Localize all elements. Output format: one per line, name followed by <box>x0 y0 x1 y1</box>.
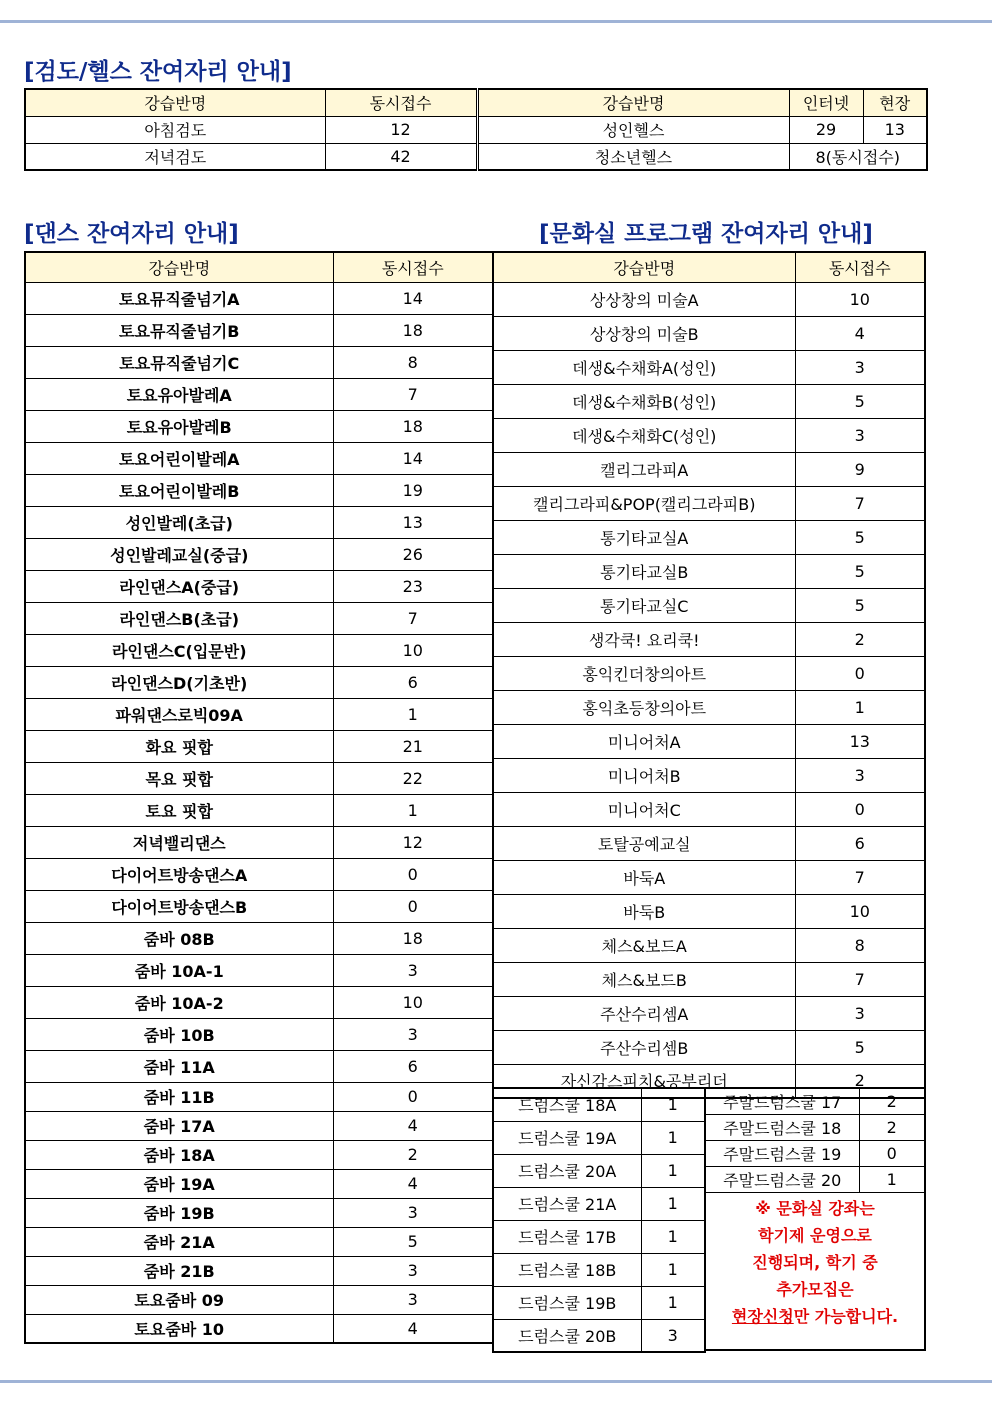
remaining-count: 6 <box>333 1050 493 1082</box>
remaining-count: 2 <box>795 622 925 656</box>
class-name: 미니어처A <box>493 724 795 758</box>
dance-row <box>25 378 493 410</box>
remaining-count: 14 <box>333 442 493 474</box>
culture-row <box>493 418 925 452</box>
dance-row <box>25 410 493 442</box>
notice-line: 추가모집은 <box>776 1279 854 1299</box>
remaining-count: 3 <box>333 1198 493 1227</box>
remaining-count: 1 <box>795 690 925 724</box>
culture-row <box>493 486 925 520</box>
class-name: 줌바 21A <box>25 1227 333 1256</box>
remaining-count: 0 <box>333 858 493 890</box>
drum-row <box>493 1121 705 1154</box>
culture-row <box>493 690 925 724</box>
culture-row <box>493 520 925 554</box>
class-name: 토탈공예교실 <box>493 826 795 860</box>
notice-onsite-emphasis: 현장신청 <box>731 1306 794 1326</box>
weekend-drum-row <box>705 1140 925 1166</box>
dance-row <box>25 1314 493 1343</box>
notice-line: 학기제 운영으로 <box>758 1225 872 1245</box>
remaining-count: 2 <box>859 1114 925 1140</box>
remaining-count: 0 <box>333 890 493 922</box>
class-name: 화요 핏합 <box>25 730 333 762</box>
dance-row <box>25 1111 493 1140</box>
remaining-count: 7 <box>795 962 925 996</box>
culture-row <box>493 996 925 1030</box>
header-class-name: 강습반명 <box>493 252 795 282</box>
dance-title: [댄스 잔여자리 안내] <box>24 221 239 247</box>
class-name: 토요어린이발레A <box>25 442 333 474</box>
class-name: 라인댄스C(입문반) <box>25 634 333 666</box>
class-name: 줌바 19A <box>25 1169 333 1198</box>
remaining-count: 23 <box>333 570 493 602</box>
remaining-count: 13 <box>795 724 925 758</box>
remaining-count: 3 <box>795 418 925 452</box>
drum-row <box>493 1220 705 1253</box>
remaining-count: 0 <box>795 656 925 690</box>
class-name: 체스&보드B <box>493 962 795 996</box>
class-name: 토요 핏합 <box>25 794 333 826</box>
class-name: 캘리그라피&POP(캘리그라피B) <box>493 486 795 520</box>
remaining-count: 3 <box>795 350 925 384</box>
culture-table <box>492 251 926 1099</box>
dance-row <box>25 666 493 698</box>
remaining-count: 3 <box>795 996 925 1030</box>
class-name: 드럼스쿨 21A <box>493 1187 641 1220</box>
remaining-count: 7 <box>333 378 493 410</box>
remaining-count: 5 <box>795 588 925 622</box>
remaining-count: 10 <box>795 894 925 928</box>
class-name: 토요어린이발레B <box>25 474 333 506</box>
dance-row <box>25 794 493 826</box>
class-name: 저녁밸리댄스 <box>25 826 333 858</box>
notice-line: 진행되며, 학기 중 <box>752 1252 878 1272</box>
remaining-count: 0 <box>333 1082 493 1111</box>
culture-row <box>493 384 925 418</box>
class-name: 줌바 17A <box>25 1111 333 1140</box>
class-name: 줌바 11A <box>25 1050 333 1082</box>
culture-row <box>493 350 925 384</box>
class-name: 통기타교실B <box>493 554 795 588</box>
dance-row <box>25 826 493 858</box>
onsite-count: 13 <box>863 116 927 143</box>
dance-row <box>25 1050 493 1082</box>
notice-text <box>705 1192 925 1350</box>
class-name: 주말드럼스쿨 20 <box>705 1166 859 1192</box>
remaining-count: 1 <box>641 1253 705 1286</box>
dance-row <box>25 1256 493 1285</box>
drum-row <box>493 1088 705 1121</box>
remaining-count: 3 <box>641 1319 705 1352</box>
class-name: 주산수리셈B <box>493 1030 795 1064</box>
notice-line: ※ 문화실 강좌는 <box>755 1198 875 1218</box>
remaining-count: 4 <box>333 1314 493 1343</box>
dance-row <box>25 762 493 794</box>
remaining-count: 1 <box>859 1166 925 1192</box>
remaining-count: 18 <box>333 410 493 442</box>
dance-row <box>25 890 493 922</box>
class-name: 데생&수채화C(성인) <box>493 418 795 452</box>
class-name: 저녁검도 <box>25 143 325 170</box>
table-row <box>25 143 927 170</box>
class-name: 성인발레(초급) <box>25 506 333 538</box>
class-name: 줌바 18A <box>25 1140 333 1169</box>
class-name: 아침검도 <box>25 116 325 143</box>
remaining-count: 6 <box>795 826 925 860</box>
class-name: 드럼스쿨 19A <box>493 1121 641 1154</box>
drum-row <box>493 1154 705 1187</box>
class-name: 통기타교실C <box>493 588 795 622</box>
dance-row <box>25 442 493 474</box>
remaining-count: 8 <box>795 928 925 962</box>
culture-row <box>493 724 925 758</box>
top-rule <box>0 20 992 23</box>
weekend-drum-table <box>704 1087 926 1351</box>
remaining-count: 4 <box>795 316 925 350</box>
culture-row <box>493 894 925 928</box>
class-name: 자신감스피치&공부리더 <box>493 1064 795 1098</box>
dance-row <box>25 1082 493 1111</box>
remaining-count: 4 <box>333 1169 493 1198</box>
dance-row <box>25 858 493 890</box>
class-name: 드럼스쿨 18B <box>493 1253 641 1286</box>
dance-row <box>25 986 493 1018</box>
class-name: 줌바 21B <box>25 1256 333 1285</box>
kendo-health-title: [검도/헬스 잔여자리 안내] <box>24 59 292 85</box>
class-name: 줌바 08B <box>25 922 333 954</box>
remaining-count: 3 <box>333 1285 493 1314</box>
notice-row <box>705 1192 925 1350</box>
table-row <box>25 116 927 143</box>
dance-table-header-row <box>25 252 493 282</box>
remaining-count: 3 <box>333 954 493 986</box>
dance-row <box>25 570 493 602</box>
culture-row <box>493 282 925 316</box>
header-simultaneous: 동시접수 <box>325 89 477 116</box>
remaining-count: 26 <box>333 538 493 570</box>
class-name: 성인헬스 <box>477 116 789 143</box>
drum-school-table-body <box>493 1088 705 1352</box>
remaining-count: 22 <box>333 762 493 794</box>
dance-row <box>25 346 493 378</box>
kendo-health-table <box>24 88 928 171</box>
class-name: 통기타교실A <box>493 520 795 554</box>
dance-row <box>25 1169 493 1198</box>
culture-row <box>493 860 925 894</box>
culture-row <box>493 316 925 350</box>
remaining-count: 3 <box>795 758 925 792</box>
class-name: 데생&수채화B(성인) <box>493 384 795 418</box>
remaining-count: 12 <box>333 826 493 858</box>
dance-row <box>25 1018 493 1050</box>
remaining-count: 13 <box>333 506 493 538</box>
class-name: 드럼스쿨 17B <box>493 1220 641 1253</box>
class-name: 상상창의 미술A <box>493 282 795 316</box>
culture-row <box>493 622 925 656</box>
class-name: 라인댄스D(기초반) <box>25 666 333 698</box>
header-class-name: 강습반명 <box>477 89 789 116</box>
header-internet: 인터넷 <box>789 89 863 116</box>
remaining-count: 12 <box>325 116 477 143</box>
weekend-drum-row <box>705 1114 925 1140</box>
culture-row <box>493 554 925 588</box>
class-name: 토요줌바 10 <box>25 1314 333 1343</box>
class-name: 다이어트방송댄스A <box>25 858 333 890</box>
remaining-count: 0 <box>795 792 925 826</box>
class-name: 성인발레교실(중급) <box>25 538 333 570</box>
culture-row <box>493 962 925 996</box>
class-name: 바둑B <box>493 894 795 928</box>
class-name: 줌바 10A-2 <box>25 986 333 1018</box>
dance-row <box>25 602 493 634</box>
class-name: 홍익초등창의아트 <box>493 690 795 724</box>
culture-table-body <box>493 282 925 1098</box>
class-name: 미니어처B <box>493 758 795 792</box>
internet-count: 29 <box>789 116 863 143</box>
class-name: 체스&보드A <box>493 928 795 962</box>
weekend-drum-row <box>705 1166 925 1192</box>
remaining-count: 1 <box>641 1154 705 1187</box>
culture-row <box>493 656 925 690</box>
remaining-count: 1 <box>333 794 493 826</box>
culture-row <box>493 588 925 622</box>
class-name: 드럼스쿨 18A <box>493 1088 641 1121</box>
drum-row <box>493 1319 705 1352</box>
class-name: 미니어처C <box>493 792 795 826</box>
remaining-count: 7 <box>333 602 493 634</box>
header-simultaneous: 동시접수 <box>333 252 493 282</box>
remaining-count: 10 <box>333 634 493 666</box>
class-name: 홍익킨더창의아트 <box>493 656 795 690</box>
remaining-count: 2 <box>859 1088 925 1114</box>
culture-row <box>493 1030 925 1064</box>
kendo-table-header-row <box>25 89 927 116</box>
class-name: 줌바 10B <box>25 1018 333 1050</box>
combined-count: 8(동시접수) <box>789 143 927 170</box>
remaining-count: 1 <box>641 1187 705 1220</box>
dance-row <box>25 698 493 730</box>
remaining-count: 1 <box>333 698 493 730</box>
header-class-name: 강습반명 <box>25 89 325 116</box>
dance-table <box>24 251 494 1344</box>
header-simultaneous: 동시접수 <box>795 252 925 282</box>
dance-row <box>25 282 493 314</box>
remaining-count: 2 <box>795 1064 925 1098</box>
weekend-drum-row <box>705 1088 925 1114</box>
remaining-count: 19 <box>333 474 493 506</box>
class-name: 라인댄스A(중급) <box>25 570 333 602</box>
class-name: 주산수리셈A <box>493 996 795 1030</box>
class-name: 데생&수채화A(성인) <box>493 350 795 384</box>
class-name: 라인댄스B(초급) <box>25 602 333 634</box>
class-name: 상상창의 미술B <box>493 316 795 350</box>
remaining-count: 4 <box>333 1111 493 1140</box>
class-name: 바둑A <box>493 860 795 894</box>
class-name: 드럼스쿨 20A <box>493 1154 641 1187</box>
culture-row <box>493 826 925 860</box>
remaining-count: 5 <box>795 520 925 554</box>
remaining-count: 0 <box>859 1140 925 1166</box>
remaining-count: 1 <box>641 1286 705 1319</box>
culture-row <box>493 452 925 486</box>
drum-row <box>493 1187 705 1220</box>
remaining-count: 7 <box>795 860 925 894</box>
remaining-count: 3 <box>333 1256 493 1285</box>
remaining-count: 1 <box>641 1121 705 1154</box>
remaining-count: 1 <box>641 1088 705 1121</box>
remaining-count: 10 <box>795 282 925 316</box>
culture-row <box>493 792 925 826</box>
class-name: 주말드럼스쿨 17 <box>705 1088 859 1114</box>
dance-row <box>25 1140 493 1169</box>
culture-row <box>493 758 925 792</box>
dance-row <box>25 506 493 538</box>
remaining-count: 5 <box>795 384 925 418</box>
dance-row <box>25 954 493 986</box>
class-name: 줌바 11B <box>25 1082 333 1111</box>
dance-table-body <box>25 282 493 1343</box>
class-name: 토요줌바 09 <box>25 1285 333 1314</box>
dance-row <box>25 634 493 666</box>
remaining-count: 7 <box>795 486 925 520</box>
class-name: 주말드럼스쿨 19 <box>705 1140 859 1166</box>
class-name: 토요뮤직줄넘기A <box>25 282 333 314</box>
class-name: 토요유아발레B <box>25 410 333 442</box>
remaining-count: 5 <box>795 1030 925 1064</box>
remaining-count: 18 <box>333 922 493 954</box>
remaining-count: 8 <box>333 346 493 378</box>
notice-line: 만 가능합니다. <box>793 1306 899 1326</box>
class-name: 생각쿡! 요리쿡! <box>493 622 795 656</box>
culture-title: [문화실 프로그램 잔여자리 안내] <box>539 221 873 247</box>
dance-row <box>25 922 493 954</box>
class-name: 다이어트방송댄스B <box>25 890 333 922</box>
dance-row <box>25 1285 493 1314</box>
weekend-drum-table-body <box>705 1088 925 1192</box>
remaining-count: 10 <box>333 986 493 1018</box>
class-name: 토요뮤직줄넘기C <box>25 346 333 378</box>
dance-row <box>25 538 493 570</box>
class-name: 목요 핏합 <box>25 762 333 794</box>
class-name: 주말드럼스쿨 18 <box>705 1114 859 1140</box>
bottom-rule <box>0 1380 992 1383</box>
class-name: 토요뮤직줄넘기B <box>25 314 333 346</box>
header-class-name: 강습반명 <box>25 252 333 282</box>
class-name: 토요유아발레A <box>25 378 333 410</box>
class-name: 청소년헬스 <box>477 143 789 170</box>
culture-row <box>493 928 925 962</box>
dance-row <box>25 474 493 506</box>
class-name: 파워댄스로빅09A <box>25 698 333 730</box>
header-onsite: 현장 <box>863 89 927 116</box>
remaining-count: 1 <box>641 1220 705 1253</box>
dance-row <box>25 1227 493 1256</box>
remaining-count: 2 <box>333 1140 493 1169</box>
class-name: 캘리그라피A <box>493 452 795 486</box>
dance-row <box>25 314 493 346</box>
remaining-count: 14 <box>333 282 493 314</box>
dance-row <box>25 730 493 762</box>
drum-row <box>493 1253 705 1286</box>
remaining-count: 3 <box>333 1018 493 1050</box>
remaining-count: 21 <box>333 730 493 762</box>
remaining-count: 5 <box>333 1227 493 1256</box>
class-name: 드럼스쿨 20B <box>493 1319 641 1352</box>
drum-row <box>493 1286 705 1319</box>
class-name: 줌바 19B <box>25 1198 333 1227</box>
class-name: 드럼스쿨 19B <box>493 1286 641 1319</box>
remaining-count: 18 <box>333 314 493 346</box>
dance-row <box>25 1198 493 1227</box>
culture-table-header-row <box>493 252 925 282</box>
remaining-count: 42 <box>325 143 477 170</box>
class-name: 줌바 10A-1 <box>25 954 333 986</box>
remaining-count: 5 <box>795 554 925 588</box>
drum-school-table <box>492 1087 706 1353</box>
remaining-count: 9 <box>795 452 925 486</box>
remaining-count: 6 <box>333 666 493 698</box>
